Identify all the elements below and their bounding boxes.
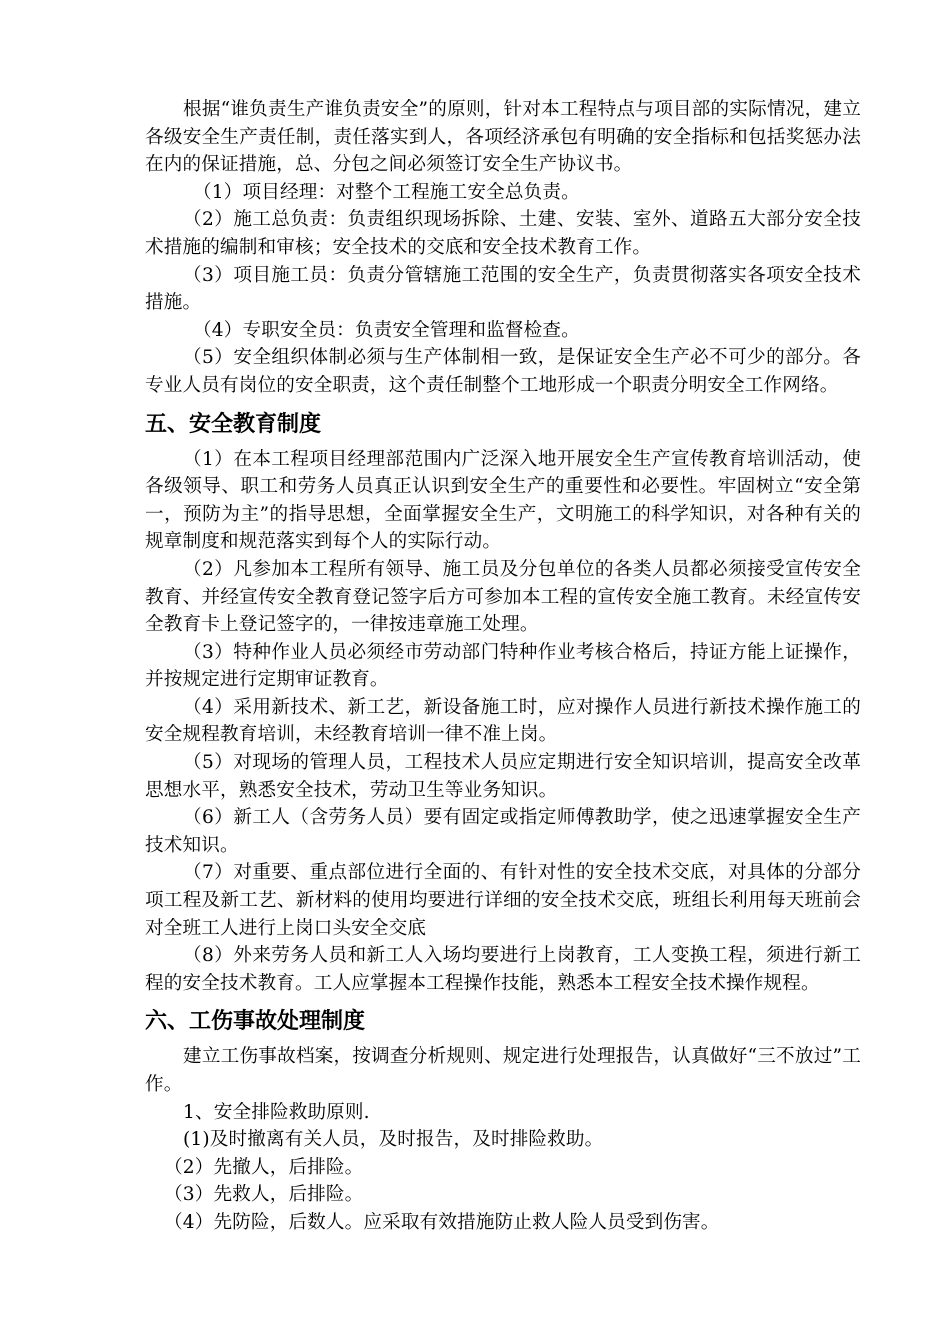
education-item: （5）对现场的管理人员，工程技术人员应定期进行安全知识培训，提高安全改革思想水平，熟悉安全技术，劳动卫生等业务知识。: [145, 752, 861, 801]
document-page: [145, 96, 861, 1237]
responsibility-item: （3）项目施工员：负责分管辖施工范围的安全生产，负责贯彻落实各项安全技术措施。: [145, 264, 861, 314]
section-heading: 五、安全教育制度: [145, 411, 322, 437]
intro-paragraph: 根据“谁负责生产谁负责安全”的原则，针对本工程特点与项目部的实际情况，建立各级安全生产责任制，责任落实到人，各项经济承包有明确的安全指标和包括奖惩办法在内的保证措施，总、分包之间必须签订安全生产协议书。: [145, 99, 861, 176]
injury-intro-paragraph: 建立工伤事故档案，按调查分析规则、规定进行处理报告，认真做好“三不放过”工作。: [145, 1046, 861, 1095]
responsibility-item: （5）安全组织体制必须与生产体制相一致，是保证安全生产必不可少的部分。各专业人员有岗位的安全职责，这个责任制整个工地形成一个职责分明安全工作网络。: [145, 347, 861, 396]
education-item: （6）新工人（含劳务人员）要有固定或指定师傅教助学，使之迅速掌握安全生产技术知识。: [145, 807, 861, 856]
education-item: （7）对重要、重点部位进行全面的、有针对性的安全技术交底，对具体的分部分项工程及新工艺、新材料的使用均要进行详细的安全技术交底，班组长利用每天班前会对全班工人进行上岗口头安全交底: [145, 862, 861, 939]
section-heading: 六、工伤事故处理制度: [145, 1009, 366, 1035]
responsibility-item: （2）施工总负责：负责组织现场拆除、土建、安装、室外、道路五大部分安全技术措施的编制和审核；安全技术的交底和安全技术教育工作。: [145, 209, 861, 258]
education-item: （1）在本工程项目经理部范围内广泛深入地开展安全生产宣传教育培训活动，使各级领导、职工和劳务人员真正认识到安全生产的重要性和必要性。牢固树立“安全第一，预防为主”的指导思想，全面掌握安全生产，文明施工的科学知识，对各种有关的规章制度和规范落实到每个人的实际行动。: [145, 448, 861, 553]
education-item: （8）外来劳务人员和新工人入场均要进行上岗教育，工人变换工程，须进行新工程的安全技术教育。工人应掌握本工程操作技能，熟悉本工程安全技术操作规程。: [145, 945, 861, 994]
education-item: （3）特种作业人员必须经市劳动部门特种作业考核合格后，持证方能上证操作，并按规定进行定期审证教育。: [145, 641, 861, 691]
subheading: 1、安全排险救助原则.: [183, 1101, 370, 1123]
responsibility-item: （1）项目经理：对整个工程施工安全总负责。: [193, 181, 580, 203]
rescue-principle-item: （4）先防险，后数人。应采取有效措施防止救人险人员受到伤害。: [164, 1211, 720, 1233]
rescue-principle-item: （2）先撤人，后排险。: [164, 1156, 364, 1178]
rescue-principle-item: (1)及时撤离有关人员，及时报告，及时排险救助。: [183, 1129, 604, 1151]
education-item: （2）凡参加本工程所有领导、施工员及分包单位的各类人员都必须接受宣传安全教育、并经宣传安全教育登记签字后方可参加本工程的宣传安全施工教育。未经宣传安全教育卡上登记签字的，一律按违章施工处理。: [145, 558, 861, 636]
rescue-principle-item: （3）先救人，后排险。: [164, 1184, 364, 1206]
responsibility-item: （4）专职安全员：负责安全管理和监督检查。: [193, 319, 580, 341]
education-item: （4）采用新技术、新工艺，新设备施工时，应对操作人员进行新技术操作施工的安全规程教育培训，未经教育培训一律不准上岗。: [145, 696, 861, 746]
